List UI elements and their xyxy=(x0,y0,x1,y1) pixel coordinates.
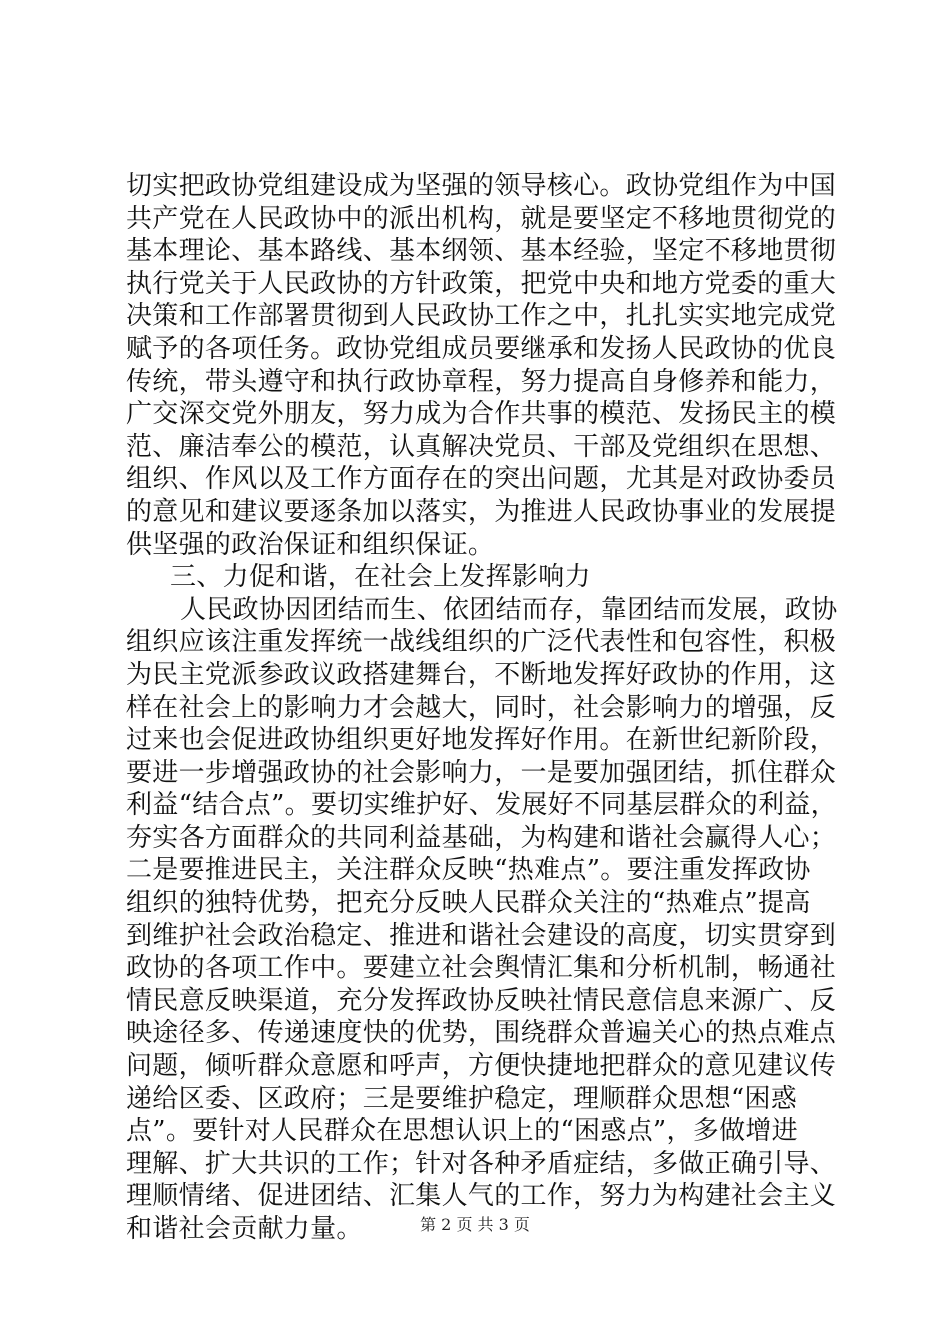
text-line: 组织、作风以及工作方面存在的突出问题，尤其是对政协委员 xyxy=(126,464,837,495)
text-line: 要进一步增强政协的社会影响力，一是要加强团结，抓住群众 xyxy=(126,757,837,788)
text-line: 为民主党派参政议政搭建舞台，不断地发挥好政协的作用，这 xyxy=(126,659,837,690)
text-line: 映途径多、传递速度快的优势，围绕群众普遍关心的热点难点 xyxy=(126,1018,837,1049)
text-line: 广交深交党外朋友，努力成为合作共事的模范、发扬民主的模 xyxy=(126,399,837,430)
text-line: 执行党关于人民政协的方针政策，把党中央和地方党委的重大 xyxy=(126,268,837,299)
text-line: 共产党在人民政协中的派出机构，就是要坚定不移地贯彻党的 xyxy=(126,203,837,234)
text-line: 的意见和建议要逐条加以落实，为推进人民政协事业的发展提 xyxy=(126,496,837,527)
text-line: 情民意反映渠道，充分发挥政协反映社情民意信息来源广、反 xyxy=(126,985,837,1016)
text-line: 赋予的各项任务。政协党组成员要继承和发扬人民政协的优良 xyxy=(126,333,837,364)
text-line: 基本理论、基本路线、基本纲领、基本经验，坚定不移地贯彻 xyxy=(126,236,837,267)
text-line: 政协的各项工作中。要建立社会舆情汇集和分析机制，畅通社 xyxy=(126,953,837,984)
page-number-footer: 第 2 页 共 3 页 xyxy=(420,1215,530,1234)
text-line: 供坚强的政治保证和组织保证。 xyxy=(126,529,495,560)
text-line: 切实把政协党组建设成为坚强的领导核心。政协党组作为中国 xyxy=(126,171,837,201)
text-line: 递给区委、区政府；三是要维护稳定，理顺群众思想“困惑 xyxy=(126,1083,798,1114)
text-line: 过来也会促进政协组织更好地发挥好作用。在新世纪新阶段， xyxy=(126,725,837,756)
text-line: 夯实各方面群众的共同利益基础，为构建和谐社会赢得人心； xyxy=(126,822,837,853)
text-line: 利益“结合点”。要切实维护好、发展好不同基层群众的利益， xyxy=(126,790,837,821)
text-line: 和谐社会贡献力量。 xyxy=(126,1214,363,1244)
text-line: 人民政协因团结而生、依团结而存，靠团结而发展，政协 xyxy=(180,594,838,625)
text-line: 二是要推进民主，关注群众反映“热难点”。要注重发挥政协 xyxy=(126,855,811,886)
document-body xyxy=(126,170,838,1246)
text-line: 范、廉洁奉公的模范，认真解决党员、干部及党组织在思想、 xyxy=(126,431,837,462)
text-line: 理顺情绪、促进团结、汇集人气的工作，努力为构建社会主义 xyxy=(126,1181,837,1212)
section-heading: 三、力促和谐，在社会上发挥影响力 xyxy=(170,562,591,593)
text-line: 点”。要针对人民群众在思想认识上的“困惑点”，多做增进 xyxy=(126,1116,798,1147)
text-line: 问题，倾听群众意愿和呼声，方便快捷地把群众的意见建议传 xyxy=(126,1051,837,1082)
text-line: 样在社会上的影响力才会越大，同时，社会影响力的增强，反 xyxy=(126,692,837,723)
text-line: 决策和工作部署贯彻到人民政协工作之中，扎扎实实地完成党 xyxy=(126,301,837,332)
text-line: 组织的独特优势，把充分反映人民群众关注的“热难点”提高 xyxy=(126,888,811,919)
text-line: 理解、扩大共识的工作；针对各种矛盾症结，多做正确引导、 xyxy=(126,1148,837,1179)
text-line: 到维护社会政治稳定、推进和谐社会建设的高度，切实贯穿到 xyxy=(126,920,837,951)
text-line: 组织应该注重发挥统一战线组织的广泛代表性和包容性，积极 xyxy=(126,627,837,658)
text-line: 传统，带头遵守和执行政协章程，努力提高自身修养和能力， xyxy=(126,366,837,397)
